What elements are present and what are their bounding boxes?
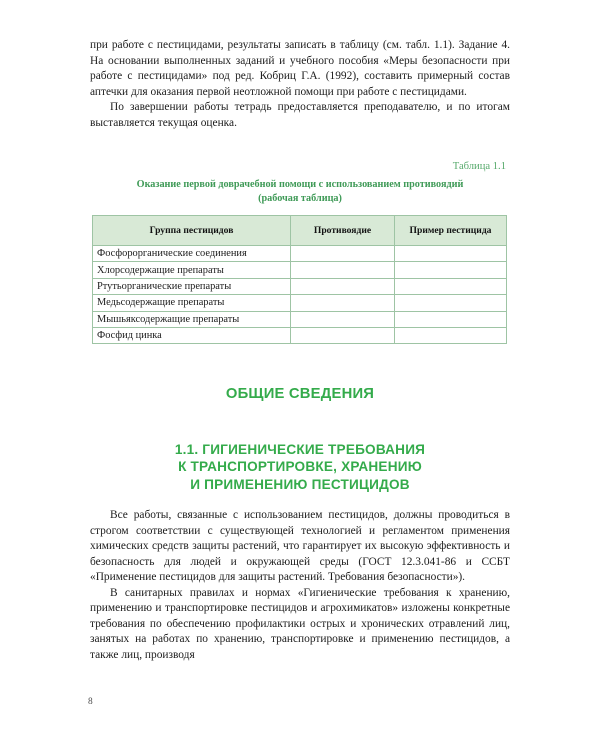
table-caption-line-1: Оказание первой доврачебной помощи с использованием противоядий	[136, 179, 464, 190]
antidote-table	[92, 215, 507, 344]
cell-antidote[interactable]	[291, 262, 395, 278]
cell-antidote[interactable]	[291, 327, 395, 343]
cell-example[interactable]	[395, 262, 507, 278]
paragraph-sanitary-rules: В санитарных правилах и нормах «Гигиенические требования к хранению, применению и транспортировке пестицидов и агрохимикатов» изложены конкретные требования по обеспечению профилактики острых и хронических отравлений лиц, занятых на работах по хранению, транспортировке и применению пестицидов, а также лиц, производя	[90, 586, 510, 661]
subsection-heading	[0, 441, 600, 493]
subsection-heading-line-2: К ТРАНСПОРТИРОВКЕ, ХРАНЕНИЮ	[178, 459, 422, 475]
column-header-example: Пример пестицида	[395, 216, 507, 246]
cell-example[interactable]	[395, 278, 507, 294]
cell-group: Медьсодержащие препараты	[93, 295, 291, 311]
cell-example[interactable]	[395, 327, 507, 343]
cell-group: Хлорсодержащие препараты	[93, 262, 291, 278]
table-header-row	[93, 216, 507, 246]
page-number: 8	[88, 697, 93, 707]
table-header	[93, 216, 507, 246]
table-body	[93, 246, 507, 344]
paragraph-continuation: при работе с пестицидами, результаты записать в таблицу (см. табл. 1.1). Задание 4. На основании выполненных заданий и учебного пособия «Меры безопасности при работе с пестицидами» под ред. Кобриц Г.А. (1992), составить примерный состав аптечки для оказания первой неотложной помощи при работе с пестицидами.	[90, 39, 510, 98]
table-row	[93, 262, 507, 278]
cell-antidote[interactable]	[291, 246, 395, 262]
table-row	[93, 295, 507, 311]
cell-antidote[interactable]	[291, 311, 395, 327]
paragraph-completion-note: По завершении работы тетрадь предоставляется преподавателю, и по итогам выставляется текущая оценка.	[90, 101, 510, 129]
table-row	[93, 327, 507, 343]
cell-group: Фосфорорганические соединения	[93, 246, 291, 262]
column-header-group: Группа пестицидов	[93, 216, 291, 246]
cell-antidote[interactable]	[291, 278, 395, 294]
top-text-block	[90, 38, 510, 131]
table-row	[93, 278, 507, 294]
table-row	[93, 246, 507, 262]
subsection-heading-line-3: И ПРИМЕНЕНИЮ ПЕСТИЦИДОВ	[190, 476, 410, 492]
cell-example[interactable]	[395, 295, 507, 311]
subsection-heading-line-1: 1.1. ГИГИЕНИЧЕСКИЕ ТРЕБОВАНИЯ	[174, 442, 426, 457]
cell-example[interactable]	[395, 311, 507, 327]
table-row	[93, 311, 507, 327]
table-caption-line-2: (рабочая таблица)	[258, 192, 342, 204]
bottom-text-block	[90, 508, 510, 663]
table-block	[90, 160, 510, 344]
table-number-label: Таблица 1.1	[452, 161, 506, 172]
column-header-antidote: Противоядие	[291, 216, 395, 246]
cell-example[interactable]	[395, 246, 507, 262]
table-caption	[90, 178, 510, 205]
cell-group: Фосфид цинка	[93, 327, 291, 343]
cell-group: Мышьяксодержащие препараты	[93, 311, 291, 327]
paragraph-regulations: Все работы, связанные с использованием пестицидов, должны проводиться в строгом соответствии с существующей технологией и регламентом применения химических средств защиты растений, что гарантирует их высокую эффективность и безопасность для людей и окружающей среды (ГОСТ 12.3.041-86 и ССБТ «Применение пестицидов для защиты растений. Требования безопасности»).	[90, 509, 510, 584]
cell-antidote[interactable]	[291, 295, 395, 311]
cell-group: Ртутьорганические препараты	[93, 278, 291, 294]
section-heading-general-info: ОБЩИЕ СВЕДЕНИЯ	[225, 386, 375, 402]
